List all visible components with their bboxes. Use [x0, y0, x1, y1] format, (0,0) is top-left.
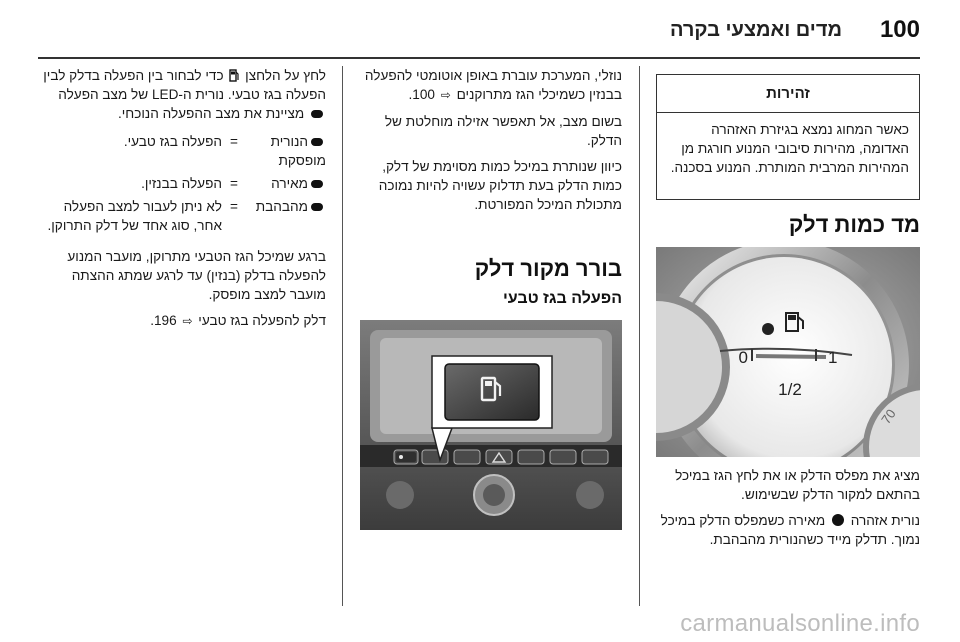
led-status-table: [40, 130, 326, 237]
gauge-half-label: 1/2: [778, 380, 802, 399]
middle-column-text: [358, 66, 622, 221]
svg-text:70: 70: [878, 406, 899, 427]
led-state-cell: [246, 195, 326, 237]
gauge-full-label: 1: [828, 348, 838, 367]
fuel-gauge-paragraph-2: [656, 511, 920, 549]
equals-cell: =: [230, 199, 238, 214]
warning-box: [656, 74, 920, 200]
fuel-selector-button: [445, 364, 539, 420]
fuel-gauge-illustration: [656, 247, 920, 457]
fuel-gauge-paragraph-1: מציג את מפלס הדלק או את לחץ הגז במיכל בהתאם למקור הדלק שבשימוש.: [675, 468, 920, 502]
left-paragraph-2: ברגע שמיכל הגז הטבעי מתרוקן, מועבר המנוע להפעלה בדלק (בנזין) עד לרגע שמתג ההצתה מועבר למצב מופסק.: [67, 249, 326, 302]
page-reference-icon: ⇨: [440, 88, 451, 102]
middle-p1-ref: 100.: [408, 87, 435, 102]
left-p1-start: לחץ על הלחצן: [245, 68, 326, 83]
led-icon: [311, 203, 323, 211]
led-state-text: מאירה: [271, 176, 308, 191]
fuel-pump-inline-icon: [229, 69, 239, 82]
cng-operation-subtitle: הפעלה בגז טבעי: [502, 290, 622, 307]
fuel-gauge-image: [656, 247, 920, 457]
dashboard-button-illustration: [360, 320, 622, 530]
fuel-gauge-p2-before: נורית אזהרה: [850, 513, 920, 528]
warning-lamp-icon: [832, 514, 844, 526]
watermark: carmanualsonline.info: [680, 610, 920, 637]
middle-paragraph-2: בשום מצב, אל תאפשר אזילה מוחלטת של הדלק.: [384, 114, 622, 148]
led-state-cell: [246, 172, 326, 195]
gauge-empty-label: 0: [738, 348, 748, 367]
page-title: מדים ואמצעי בקרה: [669, 19, 842, 41]
fuel-gauge-title: מד כמות דלק: [788, 212, 920, 237]
column-divider-right: [639, 66, 640, 606]
led-icon: [311, 180, 323, 188]
led-state-text: הנורית מופסקת: [270, 134, 326, 168]
equals-cell: =: [230, 176, 238, 191]
page-header: [0, 0, 960, 58]
led-meaning-cell: לא ניתן לעבור למצב הפעלה אחר, סוג אחד של דלק התרוקן.: [47, 199, 222, 233]
warning-light-icon: [762, 323, 774, 335]
fuel-gauge-text: [656, 466, 920, 556]
left-p3-text: דלק להפעלה בגז טבעי: [198, 313, 326, 328]
table-row: [40, 195, 326, 237]
warning-heading: זהירות: [657, 75, 919, 113]
led-meaning-cell: הפעלה בגז טבעי.: [123, 134, 222, 149]
warning-text: כאשר המחוג נמצא בגיזרת האזהרה האדומה, מהירות סיבובי המנוע חורגת מן המהירות המרבית המותרת. המנוע בסכנה.: [670, 122, 909, 175]
left-p1-end: כדי לבחור בין הפעלה בדלק לבין הפעלה בגז טבעי. נורית ה-LED של מצב הפעלה: [43, 68, 326, 102]
led-state-text: מהבהבת: [255, 199, 308, 214]
table-row: [40, 172, 326, 195]
led-state-cell: [246, 130, 326, 172]
fuel-gauge-p2-after: מאירה כשמפלס הדלק במיכל נמוך. תדלק מייד כשהנורית מהבהבת.: [660, 513, 920, 547]
middle-paragraph-1: [358, 66, 622, 105]
led-meaning-cell: הפעלה בבנזין.: [141, 176, 222, 191]
middle-p1-text: נוזלי, המערכת עוברת באופן אוטומטי להפעלה בבנזין כשמיכלי הגז מתרוקנים: [364, 68, 622, 102]
fuel-selector-image: [360, 320, 622, 530]
equals-cell: =: [230, 134, 238, 149]
led-icon: [311, 110, 323, 118]
left-paragraph-3: [40, 311, 326, 331]
header-rule: [38, 57, 920, 59]
page-number: 100: [879, 16, 920, 43]
led-icon: [311, 138, 323, 146]
middle-paragraph-3: כיוון שנותרת במיכל כמות מסוימת של דלק, כמות הדלק בעת תדלוק עשויה להיות נמוכה מתכולת המיכל המפורטת.: [378, 159, 622, 212]
fuel-selector-title: בורר מקור דלק: [474, 256, 622, 281]
column-divider-left: [342, 66, 343, 606]
table-row: [40, 130, 326, 172]
left-column-text: [40, 66, 326, 338]
page-reference-icon: ⇨: [182, 314, 193, 328]
left-p3-ref: 196.: [150, 313, 177, 328]
left-paragraph-1: [40, 66, 326, 123]
left-p1-tail: מציינת את מצב ההפעלה הנוכחי.: [118, 106, 305, 121]
